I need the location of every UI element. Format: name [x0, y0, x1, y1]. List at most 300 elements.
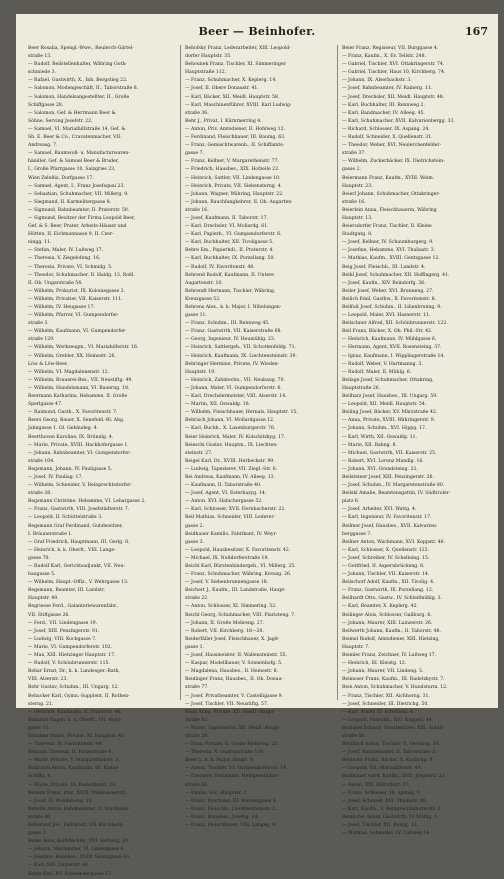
- directory-column-3: [342, 45, 490, 837]
- directory-entry-line: — Samuel, Baumwoll- u. Manufacturwaren-: [28, 151, 130, 157]
- directory-entry-line: Bein Anton, Schuhmacher, V. Hundsturm. 12.: [342, 685, 448, 691]
- directory-entry-line: — Karl, XIII. Linzerstr. 48.: [28, 863, 90, 869]
- directory-entry-line: — Franz, Gastwirth, IX. Porzellang. 12.: [342, 588, 434, 594]
- directory-entry-line: steinstr. 27.: [185, 450, 213, 456]
- directory-entry-line: I., Große Pfarrgasse 10, Salzgries 23,: [28, 167, 116, 173]
- directory-entry-line: — Mathias, Kaufm., XVIII. Gentzgasse 12.: [342, 256, 440, 262]
- directory-entry-line: Hauptstr. 23.: [342, 183, 373, 189]
- directory-entry-line: Begriesse Ferd., Galanteriewarenfabr.,: [28, 604, 119, 610]
- directory-entry-line: Behounek Franz, Tischler, XI. Simmeringer: [185, 62, 286, 68]
- directory-entry-line: Löw & Löw-Beer.: [28, 361, 69, 367]
- directory-entry-line: dorfer Hauptstr. 35.: [185, 54, 232, 60]
- directory-entry-line: — Kaufmann, II. Taborstraße 40.: [185, 483, 262, 489]
- directory-entry-line: Behringer Hermine, Private, IV. Wieden-: [185, 361, 280, 367]
- directory-entry-line: — Theodor, Schuhmacher, II. Haidg. 13, Roßl.: [28, 272, 135, 278]
- directory-entry-line: Begsmann, Beamter, III. Landstr.: [28, 588, 106, 594]
- directory-entry-line: Beiersdorfer Franz, Tischler, II. Kleine: [342, 224, 432, 230]
- directory-entry-line: — Karl, Schlosser, X. Quellenstr. 123.: [342, 547, 430, 553]
- directory-entry-line: — Eleonore, Hebamme, Heiligenstädter-: [185, 774, 280, 780]
- directory-entry-line: — Friedrich, Hausbes., XIX. Hofzeile 22.: [185, 167, 280, 173]
- directory-entry-line: Hauptstr. 13.: [342, 215, 373, 221]
- directory-entry-line: — Josef, Kaufm., XIV. Reindorfg. 36.: [342, 280, 426, 286]
- directory-entry-line: — Ferdinand, Fleischhauer, III. Baumg. 63.: [185, 135, 286, 141]
- directory-entry-line: sterng. 21.: [28, 701, 54, 707]
- directory-entry-line: Behrend Rudolf, Kaufmann, II. Untere: [185, 272, 274, 278]
- directory-entry-line: — Josef, Bahnbeamter, II. Taborstraße 3.: [342, 750, 437, 756]
- directory-entry-line: Beiler Josef, Weber, XVI. Brunneng. 27.: [342, 288, 434, 294]
- directory-entry-line: Behre Em., Papierhdl., II. Praterstr. 4.: [185, 248, 274, 254]
- directory-entry-line: Bei Andreas, Kaufmann, IV. Alleeg. 13.: [185, 474, 276, 480]
- directory-entry-line: Beilich Emil, Gasthw., X. Favoritenstr. 8.: [342, 296, 436, 302]
- directory-entry-line: — Gabriel, Tischler, XVI. Ottakringerstr. 74.: [342, 62, 445, 68]
- directory-entry-line: — Johann, Mechaniker, VI. Liniengasse 6.: [28, 847, 126, 853]
- directory-entry-line: — Ludwig, VIII. Kochgasse 7.: [28, 636, 97, 642]
- directory-entry-line: Beinhofer Anton, Gastwirth, IV. Mühlg. 1.: [342, 814, 439, 820]
- directory-entry-line: — Martin, XII. Oswaldg. 18.: [185, 402, 251, 408]
- directory-entry-line: — Johann, Wagner, Währing, Hauptstr. 22.: [185, 191, 284, 197]
- directory-entry-line: gasse 3.: [185, 539, 204, 545]
- directory-entry-line: — Siegmund, II. Karmelitergasse 8.: [28, 199, 112, 205]
- directory-entry-line: Söhne, Serving Josefstr. 22.: [28, 118, 93, 124]
- directory-entry-line: — Johann, Schuhm., XVI. Hippg. 17.: [342, 426, 427, 432]
- directory-entry-line: — Samuel, Agent, I., Franz Josefsquai 23.: [28, 183, 125, 189]
- directory-entry-line: gasse 11.: [185, 313, 207, 319]
- directory-entry-line: — Josefine, Hausbes., XVIII. Gentzgasse 10.: [28, 855, 131, 861]
- directory-entry-line: Behaum Theresia, II. Heinestraße 9.: [28, 750, 113, 756]
- directory-entry-line: — Raimund, Gasth., X. Favoritenstr. 7.: [28, 410, 118, 416]
- directory-entry-line: gasse 2.: [185, 523, 204, 529]
- directory-entry-line: Beilharz Josef, Hausbes., III. Ungarg. 59.: [342, 394, 438, 400]
- directory-entry-line: Beilskl Amalie, Beamtensgattin, IV. Südtiroler-: [342, 491, 451, 497]
- directory-entry-line: Behm Karl, XV. Schwendergasse 17.: [28, 871, 113, 877]
- directory-entry-line: Schiffgasse 28.: [28, 102, 64, 108]
- directory-entry-line: — Josef, XIII. Penzingerstr. 91.: [28, 628, 100, 634]
- directory-entry-line: Behofsky Franz, Lederarbeiter, XIII. Leopold-: [185, 46, 291, 51]
- directory-entry-line: Beier Franz, Regisseur, VII. Burggasse 4.: [342, 46, 439, 51]
- directory-entry-line: — Sigmund, Besitzer der Firma Leopold Beer,: [28, 215, 136, 221]
- directory-entry-line: Behar Ernst, Dr., k. k. Landesger.-Rath,: [28, 669, 120, 675]
- directory-entry-line: Behrendt Hermann, Tischler, Währing,: [185, 288, 276, 294]
- directory-entry-line: Beilmer Josef, Hausbes., XVII. Kalvarien-: [342, 523, 438, 529]
- directory-entry-line: — Marie, Taglöhnerin, XII. Meidl. Haupt-: [185, 725, 281, 731]
- directory-entry-line: Hauptstr. 7.: [342, 644, 370, 650]
- directory-entry-line: Augartenstr. 10.: [185, 280, 223, 286]
- directory-entry-line: Behrisch Johann, VI. Mollardgasse 12.: [185, 418, 275, 424]
- directory-entry-line: — Franz, Fleischh., Liechtensteinstr. 2.: [185, 806, 277, 812]
- directory-entry-line: I. Bräunerstraße 1.: [28, 531, 73, 537]
- directory-entry-line: — Johann, Tischler, VII. Kaiserstr. 14.: [342, 572, 430, 578]
- directory-entry-line: — Rudolf, IV. Favoritenstr. 48.: [185, 264, 255, 270]
- directory-entry-line: — Leopold, XII. Meidl. Hauptstr. 54.: [342, 402, 427, 408]
- directory-entry-line: Sperlgasse 47.: [28, 402, 63, 408]
- directory-entry-line: Beineder Franz, Bäcker, X. Kudlichg. 8.: [342, 758, 434, 764]
- directory-entry-line: — Josef, Schuhm., IV. Margaretenstraße 80.: [342, 483, 445, 489]
- directory-entry-line: — Michael, IX. Nußdorferstraße 19.: [185, 555, 269, 561]
- directory-entry-line: — Stefan, Maler, IV. Lußweg 17.: [28, 248, 104, 254]
- directory-entry-line: — Salomon, Handelsangestellter, II., Große: [28, 94, 130, 100]
- directory-entry-line: — Ignaz, Kaufmann, I. Wipplingerstraße 14.: [342, 353, 445, 359]
- directory-entry-line: — Josef, Schneider, III. Dietrichg. 50.: [342, 701, 429, 707]
- directory-entry-line: — Samuel, VI. Marialhilfstraße 14, Gef. &: [28, 126, 126, 132]
- directory-entry-line: — Josef, Bahnbeamter, IV. Rainerg. 11.: [342, 86, 433, 92]
- directory-entry-line: Beil Franz, Bäcker, X. Ob. Phil.-Str. 42.: [342, 329, 433, 335]
- directory-entry-line: — Heinrich, III. Kleistg. 12.: [342, 661, 407, 667]
- directory-entry-line: Beiderfäller Josef, Fleischhauer, X. Jagd-: [185, 636, 280, 642]
- directory-entry-line: Beichl Karl, Bürstenbindergeh., VI. Millerg. 25.: [185, 564, 296, 569]
- directory-entry-line: — Marie, XII. Bahng. 8.: [342, 442, 397, 448]
- directory-entry-line: — Franz, Schuhm., III. Rennweg 45.: [185, 321, 270, 327]
- directory-entry-line: Hauptstraße 26.: [342, 385, 381, 391]
- directory-entry-line: Beilage Josef, Schuhmacher, Ottakring,: [342, 377, 434, 383]
- directory-entry-line: — Rudolf, V. Schönbrunnerstr. 115.: [28, 661, 110, 667]
- directory-entry-line: Beerthoven Karoline, IX. Brünnlg. 4.: [28, 434, 114, 440]
- directory-entry-line: Behelfe Anton, Bahnbeamter, II. Nordbahn-: [28, 806, 130, 812]
- directory-entry-line: — Sigmund, Bahnbeamter, II. Praterstr. 50.: [28, 207, 130, 213]
- directory-entry-line: gasse 2.: [28, 831, 47, 837]
- directory-entry-line: straße 38.: [28, 491, 52, 497]
- directory-entry-line: Behaimb Eugen, k. k. Oberlt., VII. Burg-: [28, 717, 122, 723]
- directory-entry-line: Beermann Katharina, Hebamme, II. Große: [28, 394, 128, 400]
- directory-entry-line: ningg. 11.: [28, 240, 52, 246]
- directory-entry-line: — Heinrich, Kaufmann, II. Praterstr. 44.: [28, 709, 122, 715]
- directory-entry-line: Beiermann Franz, Kaufm., XVIII. Weim.: [342, 175, 435, 181]
- directory-entry-line: — Karl, Schlosser, XVII. Dornbacherstr. 22.: [185, 507, 286, 513]
- directory-entry-line: — Franz, Fleischhauer, VIII. Langeg. 9.: [185, 823, 277, 828]
- directory-entry-line: — Heinrich, k. k. Oberlt., VIII. Lange-: [28, 547, 116, 553]
- directory-entry-line: — Marie, VI. Gumpendorferstr. 102.: [28, 644, 113, 650]
- page-header: [16, 14, 498, 44]
- directory-entry-line: — Anton, Priv. Amtsdiener, II. Hohlweg 12.: [185, 126, 285, 132]
- directory-entry-line: — Franz, Schuhmacher, Währing, Kreuzg. 26.: [185, 572, 292, 578]
- directory-entry-line: — Karl, Maschinenführer, XVIII. Karl Ludwig-: [185, 102, 292, 108]
- directory-entry-line: — Karl, Drechsler, VI. Mollardg. 61.: [185, 224, 269, 230]
- directory-entry-line: — Richard, Schlosser, IX. Aspang. 24.: [342, 126, 430, 132]
- directory-entry-line: — Johann, II. Große Mohreng. 27.: [185, 620, 265, 626]
- directory-entry-line: — Johann, Maler, VI. Gumpendorferstr. 6.: [185, 385, 282, 391]
- directory-entry-line: — Marie, Private, XVIII. Hackhofergasse 1.: [28, 442, 129, 448]
- directory-entry-line: — Hermann, Agent, XVII. Rosensteing. 37.: [342, 345, 442, 351]
- directory-entry-line: Beigel Karl, Dr., XVIII. Herbeckstr. 99.: [185, 458, 275, 464]
- directory-entry-line: — Heinrich, Sattler, VII. Lindengasse 10.: [185, 175, 281, 181]
- directory-entry-line: Behacker Karl, Gymn.-Supplent, II. Rothen-: [28, 693, 130, 699]
- directory-entry-line: Beilsteiner Josef, XIII. Penzingerstr. 26.: [342, 474, 434, 480]
- directory-entry-line: — Johann, Bahnbeamter, VI. Gumpendorfer-: [28, 450, 131, 456]
- directory-entry-line: VII. Stiftgasse 26.: [28, 612, 70, 618]
- directory-entry-line: — Theodor, Weber, XVI. Neulerchenfelder-: [342, 143, 442, 149]
- directory-entry-line: — Wilhelm, Schneider, V. Reinprechtsdorfer-: [28, 483, 132, 489]
- directory-entry-line: — Anton, XVI. Habichergasse 52.: [185, 499, 263, 505]
- column-divider: [337, 45, 338, 700]
- directory-entry-line: — Marie, Private, V. Margarethenstr. 3.: [28, 758, 120, 764]
- directory-entry-line: Behbaum Anton, Kaufmann, III. Kleine: [28, 766, 119, 772]
- directory-entry-line: — Josef, IV. Wohllebeng. 10.: [28, 798, 94, 804]
- directory-entry-line: — Karl, Wirth, XII. Oswaldg. 11.: [342, 434, 418, 440]
- directory-entry-line: Sh. E. Beer & Co., Cravatenmacher, VII.: [28, 135, 122, 141]
- directory-entry-line: — Gottfried, II. Aspernbrückeng. 6.: [342, 564, 425, 569]
- directory-entry-line: Hauptstraße 112.: [185, 70, 227, 76]
- directory-entry-line: — Wilhelm, Brauerei-Bes., VII. Neustiftg. 49.: [28, 377, 133, 383]
- directory-entry-line: — Josef, IV. Pauliag. 17.: [28, 474, 83, 480]
- directory-entry-line: — Leopold, Fleischh., XVI. Koppstr. 44.: [342, 717, 434, 723]
- directory-entry-line: — Anton, Schlosser, XI. Simmering. 52.: [185, 604, 277, 610]
- directory-entry-line: — Anton, XIX. Billrothstr. 17.: [342, 782, 410, 788]
- directory-entry-line: — Franz, Kaufm., X. Ev. Tellstr. 248.: [342, 54, 426, 60]
- directory-entry-line: — Graf Friedrich, Hauptmann, III. Gerlg. 8.: [28, 539, 130, 545]
- directory-entry-line: — Wilhelm, IV. Heugasse 17.: [28, 305, 95, 310]
- directory-entry-line: Beihl Josef, Schuhmacher, XII. Hoffingerg. 41.: [342, 272, 450, 278]
- directory-entry-line: straße 29.: [185, 733, 209, 739]
- directory-entry-line: — Wilhelm, Pfarrer, VI. Gumpendorfer-: [28, 313, 120, 319]
- directory-entry-line: — Kaspar, Modellbauer, V. Sonnenhofg. 5.: [185, 661, 283, 667]
- directory-entry-line: — Johann, IX. Alserbachstr. 3.: [342, 78, 412, 84]
- directory-entry-line: straße 66.: [185, 782, 209, 788]
- directory-entry-line: — Josef, Tischler, VII. Neustiftg. 57.: [185, 701, 269, 707]
- directory-entry-line: — Sebastian, Schuhmacher, VII. Millerg. 9.: [28, 191, 129, 197]
- directory-entry-line: straße 104.: [28, 458, 55, 464]
- directory-entry-line: Beidhauer Kamillo, Fabrikant, IV. Weyr-: [185, 531, 278, 537]
- directory-entry-line: — Marie, Private, III. Radetzkystr. 24.: [28, 782, 117, 788]
- directory-entry-line: — Karl, Buchhalter, IX. Porzellang. 50.: [185, 256, 275, 262]
- directory-entry-line: — Karl, Buchhalter, XII. Tivoligasse 5.: [185, 240, 274, 246]
- directory-entry-line: gasse 1.: [185, 644, 204, 650]
- directory-entry-line: — Karl, Beamter, X. Keplerg. 42.: [342, 604, 418, 610]
- directory-entry-line: baugasse 5.: [28, 572, 56, 578]
- directory-entry-line: — Mathias, Schneider, IV. Lußweg 14.: [342, 831, 431, 837]
- directory-entry-line: — Franz, Gemischtwarenh., II. Schiffamts-: [185, 143, 285, 149]
- directory-entry-line: — Karl, Bandmacher, IV. Alleeg. 45.: [342, 110, 425, 116]
- directory-entry-line: straße 56.: [342, 733, 366, 739]
- directory-entry-line: schmiede 3.: [28, 70, 56, 76]
- directory-entry-line: — Ferd., VII. Lindengasse 19.: [28, 620, 98, 626]
- directory-entry-line: — Wilhelm, VI. Magdalenenstr. 12.: [28, 369, 110, 375]
- directory-entry-line: — Emilie, Soc. Hauptstr. 1.: [185, 790, 248, 796]
- directory-columns: [28, 45, 490, 877]
- directory-entry-line: — Josef, Drechsler, XII. Meidl. Hauptstr. 48.: [342, 94, 445, 100]
- directory-entry-line: Beichert J., Kaufm., III. Landstraße, Haupt-: [185, 588, 286, 594]
- directory-entry-line: — Michael, Gastwirth, VII. Kaiserstr. 25.: [342, 450, 437, 456]
- directory-entry-line: — Rafael, Gastwirth, X., Inh. Bergstieg 22.: [28, 78, 128, 84]
- directory-entry-line: Schiffg. 4.: [28, 774, 52, 780]
- directory-entry-line: — Karl, Buchh., X. Laxenburgerstr. 76.: [185, 426, 276, 432]
- directory-entry-line: — Josef, Kaufmann, II. Taborstr. 17.: [185, 215, 268, 221]
- directory-entry-line: Behie Alois, Korbflechter, XVI. Herbstg. 29.: [28, 839, 130, 845]
- directory-entry-line: — Ludwig, Tapezierer, VII. Ziegl.-Str. 6.: [185, 466, 278, 472]
- directory-entry-line: II. Ob. Ungarstraße 54.: [28, 280, 83, 286]
- directory-entry-line: Beilschorf Adolf, Kaufm., XII. Tivolig. 4.: [342, 580, 435, 586]
- directory-entry-line: — Karl, Drechslermeister, VIII. Alserstr. 14.: [185, 394, 287, 400]
- directory-entry-line: Beinbäck Anton, Tischler, II. Vereinsg. 14.: [342, 742, 441, 748]
- directory-entry-line: Beinhauer Adolf, Kaufm., XVII. Jörgerstr. 23.: [342, 774, 446, 780]
- directory-entry-line: — Franz, Kellner, V. Margarethenstr. 77.: [185, 159, 279, 165]
- directory-entry-line: — Robert, XVI. Lorenz Mandlg. 16.: [342, 458, 424, 464]
- directory-entry-line: Beil Mathias, Schneider, VIII. Lederer-: [185, 515, 276, 521]
- directory-entry-line: — Franz, Schuhmacher, X. Keplerg. 14.: [185, 78, 277, 84]
- directory-entry-line: platz 6.: [342, 499, 360, 505]
- directory-entry-line: Beier J., k. k. Major, Haupt. 9.: [185, 758, 255, 764]
- directory-entry-line: — Anna, Private, XVIII. Währingerstr. 9.: [342, 418, 436, 424]
- directory-entry-line: gasse 70.: [28, 555, 50, 561]
- directory-entry-line: Begsmann Christine, Hebamme, VI. Lehargasse 2.: [28, 499, 146, 505]
- directory-entry-line: Andreasg. 7.: [28, 143, 58, 149]
- directory-entry-line: Beers Georg, Bauer, X. Senefeld.-Bl. Abg.: [28, 418, 125, 424]
- directory-entry-line: Beier Heinrich, Maler, IV. Kolschitzkyg. 17.: [185, 434, 286, 440]
- directory-entry-line: — Johann, Rauchfangkehrer, II. Ob. Augarten-: [185, 199, 293, 205]
- directory-entry-line: Begsmann, Johann, IV. Pauligasse 5.: [28, 466, 113, 472]
- directory-entry-line: — Johann, Maurer, XIII. Lainzerstr. 26.: [342, 620, 433, 626]
- directory-entry-line: — Josef, Agent, VI. Esterhazyg. 14.: [185, 491, 267, 497]
- directory-entry-line: — Wilhelm, Kaufmann, VI. Gumpendorfer-: [28, 329, 127, 335]
- directory-entry-line: — Josef, II. Obere Donaustr. 41.: [185, 86, 259, 92]
- directory-entry-line: Beig Josef, Fleischh., III. Landstr. 4.: [342, 264, 426, 270]
- directory-entry-line: straße 129.: [28, 337, 55, 343]
- directory-entry-line: — Wilhelm, Fleischhauer, Hernals, Hauptstr. 15.: [185, 410, 298, 416]
- directory-entry-line: — Theresia, Private, VI. Schmidg. 5.: [28, 264, 113, 270]
- directory-entry-line: straße 13.: [28, 54, 52, 60]
- directory-entry-line: Behamer Marie, Private, XI. Hauptstr. 45.: [28, 733, 126, 739]
- directory-entry-line: Beilwerth Johann, Kaufm., II. Taborstr. 48.: [342, 628, 441, 634]
- directory-entry-line: Beheim Franz, Priv., XVIII. Weinhauserstr.: [28, 790, 127, 796]
- directory-entry-line: — Leopold, VII. Mariahilferstr. 44.: [342, 766, 422, 772]
- directory-entry-line: — Josef, Kellner, IV. Schaumburgerg. 9.: [342, 240, 434, 246]
- directory-column-2: [185, 45, 333, 828]
- directory-entry-line: — Wilhelm, Werkzeugm., VI. Mariahilferstr. 16.: [28, 345, 139, 351]
- directory-entry-line: Beilinger Alois, Schlosser, Gailburg. 6.: [342, 612, 432, 618]
- directory-entry-line: Beinabel Eduard, Hausbesitzer, XIII. Auhof-: [342, 725, 444, 731]
- directory-entry-line: — Gabriel, Tischler, Haus 10, Kirchberg. 74.: [342, 70, 446, 76]
- directory-entry-line: — Rudolf, Maler, II. Mühlg. 6.: [342, 369, 412, 375]
- directory-entry-line: Beer Rosalia, Spengl.-Wwe., Reulerch-Gärtel-: [28, 46, 134, 51]
- directory-entry-line: Hauptstr. 49.: [28, 596, 59, 602]
- directory-entry-line: Stadtgutg. 8.: [342, 232, 373, 238]
- directory-entry-line: — Josef, Schreiber, IV. Schelleing. 15.: [342, 555, 430, 561]
- directory-entry-line: — Magdalena, Hausbes., II. Heinestr. 8.: [185, 669, 278, 675]
- directory-entry-line: Beichl Georg, Schuhmacher, VIII. Piaristeng. 7.: [185, 612, 296, 618]
- directory-entry-line: gasse 11.: [28, 725, 50, 731]
- directory-entry-line: — Wilhelm, Privatier, VII. Kaiserstr. 111.: [28, 296, 123, 302]
- directory-entry-line: — Max, XIII. Hietzinger Hauptstr. 17.: [28, 653, 116, 659]
- directory-entry-line: — Georg, Ingenieur, IV. Heumühlg. 23.: [185, 337, 276, 343]
- directory-entry-line: — Theresia, X. Gudrunstraße 124.: [185, 750, 265, 756]
- directory-entry-line: — Theresia, IV. Favoritenstr. 49.: [28, 742, 103, 748]
- directory-entry-line: — Theresia, V. Ziegelofeng. 16.: [28, 256, 101, 262]
- directory-entry-line: Beieschi Gustav, Hauptm., IX. Liechten-: [185, 442, 278, 448]
- directory-entry-line: — Franz, Gastwirth, VIII. Josefstädterstr. 7.: [28, 507, 130, 513]
- directory-entry-line: — Salomon, Gef. & Herrmann Beer &: [28, 110, 116, 116]
- directory-entry-line: Behr J., Privat, I. Kärntnerring 4.: [185, 118, 262, 124]
- directory-entry-line: — Wilhelm, Haupt.-Offiz., V. Wehrgasse 13.: [28, 580, 129, 586]
- directory-page: [16, 14, 498, 877]
- directory-entry-line: — Leopold, II. Schüttelstraße 3.: [28, 515, 103, 521]
- directory-entry-line: Beherund Jos., Fabrikant, VII. Kirchberg-: [28, 823, 124, 828]
- directory-entry-line: — Leopold, Maler, XVI. Hasnerstr. 11.: [342, 313, 431, 319]
- directory-entry-line: Beierlein Anna, Fleischhauerin, Währing: [342, 207, 437, 213]
- directory-entry-line: — Johann, XVI. Grundsteing. 22.: [342, 466, 418, 472]
- directory-entry-line: — Karl, Maler, IV. Schwindg. 4.: [342, 709, 415, 715]
- directory-entry-line: berggasse 7.: [342, 531, 372, 537]
- directory-entry-line: — Rosa, Private, II. Große Mohreng. 22.: [185, 742, 279, 748]
- directory-entry-line: — Karl, Papierh., VI. Gumpendorferstr. 6.: [185, 232, 282, 238]
- directory-entry-line: Beimoser Franz, Kaufm., III. Radetzkystr. 7.: [342, 677, 445, 683]
- directory-entry-line: gasse 2.: [342, 167, 361, 173]
- directory-entry-line: Hütten, II. Eichmannasse 9, II. Czer-: [28, 232, 114, 238]
- directory-entry-line: — Franz, Drechsler, III. Marxergasse 4.: [185, 798, 278, 804]
- directory-entry-line: Beilfuß Josef, Schuhm., II. Lilienbrunng. 9.: [342, 305, 442, 310]
- directory-entry-line: VIII. Alserstr. 23.: [28, 677, 68, 683]
- directory-entry-line: — Wilhelm, Grebler, XX. Heinestr. 26.: [28, 353, 116, 359]
- directory-entry-line: Beilschner Alfred, XII. Schönbrunnerstr. 122.: [342, 321, 448, 327]
- directory-entry-line: — Karl, Schuhmacher, XVII. Kalvarienbergg. 33.: [342, 118, 455, 124]
- directory-entry-line: — Heinrich, Zahntechn., VII. Neubaug. 70.: [185, 377, 285, 383]
- directory-entry-line: straße 77.: [185, 685, 209, 691]
- page-title: Beer — Beinhofer.: [198, 25, 316, 38]
- directory-entry-line: — Josef, Arbeiter, XVI. Wattg. 4.: [342, 507, 417, 513]
- directory-entry-line: Gef. & S. Beer, Prater, Arbeits-Häuser und: [28, 224, 127, 230]
- directory-entry-line: Jahngasse 1. Ol. Gebäudeg. 4.: [28, 426, 98, 432]
- directory-entry-line: — Josef, Tischler, XII. Bonyg. 12.: [342, 823, 419, 828]
- directory-entry-line: — Josef, Hausmeister, II. Wallensteinstr. 55.: [185, 653, 288, 659]
- directory-entry-line: — Josef, Privatbeamter, V. Castelligasse 9.: [185, 693, 284, 699]
- directory-entry-line: — Wilhelm, Prokurist, IX. Koloniegasse 2.: [28, 288, 126, 294]
- directory-entry-line: Kreuzgasse 52.: [185, 296, 221, 302]
- directory-entry-line: — Heinrich, Private, VII. Siebensterng. 4.: [185, 183, 283, 189]
- directory-entry-line: — Franz, Gastwirth, VII. Kaiserstraße 68.: [185, 329, 282, 335]
- directory-entry-line: — Johann, Maurer, VII. Lindeng. 5.: [342, 669, 424, 675]
- directory-entry-line: — Rudolf Karl, Gerichtsadjunkt, VII. Neu-: [28, 564, 126, 569]
- directory-entry-line: Beiling Josef, Bäcker, XV. Märzstraße 42.: [342, 410, 438, 416]
- directory-entry-line: Behr Gustav, Schuhm., III. Ungarg. 12.: [28, 685, 119, 691]
- directory-entry-line: straße 16.: [342, 199, 366, 205]
- column-divider: [180, 45, 181, 700]
- directory-entry-line: Behrens Alex., k. k. Major, I. Nibelungen-: [185, 305, 282, 310]
- directory-entry-line: — Karl, Buchhalter, III. Rennweg 2.: [342, 102, 425, 108]
- directory-entry-line: Beilner Anton, Wachmann, XVI. Koppstr. 46.: [342, 539, 446, 545]
- directory-entry-line: Hauptstr. 19.: [185, 369, 216, 375]
- directory-entry-line: — Heinrich, Sattlergeh., VII. Schottenfeldg. 71.: [185, 345, 296, 351]
- directory-entry-line: Beimler Franz, Zeichner, IV. Lußweg 17.: [342, 653, 437, 659]
- directory-entry-line: straße 22.: [185, 596, 209, 602]
- directory-entry-line: straße 3.: [28, 321, 49, 327]
- directory-entry-line: — Josef, V. Siebenbrunnengasse 18.: [185, 580, 269, 586]
- directory-entry-line: — Josef, Schmied, XVI. Thaliastr. 80.: [342, 798, 428, 804]
- directory-entry-line: — Josefine, Hebamme, XVI. Thaliastr. 3.: [342, 248, 436, 254]
- directory-entry-line: — Franz, Hausbes., Josefsg. 14.: [185, 814, 259, 820]
- directory-column-1: [28, 45, 176, 877]
- directory-entry-line: Beierl Johann, Schuhmacher, Ottakringer-: [342, 191, 441, 197]
- directory-entry-line: — Heinrich, Kaufmann, IV. Mühlgasse 6.: [342, 337, 437, 343]
- directory-entry-line: — Franz, Schlosser, IX. Spitalg. 9.: [342, 790, 422, 796]
- directory-entry-line: — Franz, Tischler, XII. Aichhorng. 31.: [342, 693, 430, 699]
- page-number: 167: [465, 25, 488, 38]
- directory-entry-line: — Leopold, Hausbesitzer, X. Favoritenstr. 42.: [185, 547, 291, 553]
- directory-entry-line: — Rudolf, Weber, V. Hartmanng. 3.: [342, 361, 423, 367]
- directory-entry-line: händler, Gef. & Samuel Beer & Bruder,: [28, 159, 119, 165]
- directory-entry-line: Beimel Rudolf, Amtsdiener, XIII. Hietzing,: [342, 636, 440, 642]
- directory-entry-line: — Karl, Kaufm., V. Reinprechtsdorferstr. 3.: [342, 806, 442, 812]
- directory-entry-line: gasse 7.: [185, 151, 204, 157]
- directory-entry-line: Beilhardt Otto, Gastw., IV. Schleifmühlg. 3.: [342, 596, 442, 602]
- directory-entry-line: — Salomon, Modengeschäft, II., Taborstraße 8.: [28, 86, 139, 92]
- directory-entry-line: straße 16.: [185, 207, 209, 213]
- directory-entry-line: — Wilhelm, Zuckerbäcker, IX. Dietrichstein-: [342, 159, 445, 165]
- directory-entry-line: straße 37.: [342, 151, 366, 157]
- directory-entry-line: — Anton, Tischler, VI. Gumpendorferstr. 14.: [185, 766, 288, 772]
- directory-entry-line: straße 36.: [185, 110, 209, 116]
- directory-entry-line: — Karl, Ingenieur, IV. Favoritenstr. 17.: [342, 515, 432, 521]
- directory-entry-line: — Karl, Bäcker, XII. Meidl. Hauptstr. 58.: [185, 94, 280, 100]
- directory-entry-line: Begsmann Graf Ferdinand, Gutsbesitzer,: [28, 523, 123, 529]
- directory-entry-line: Wien Zeleßia, Dorfgasse 17.: [28, 175, 94, 181]
- directory-entry-line: — Robert, VII. Kirchberg. 18—20.: [185, 628, 264, 634]
